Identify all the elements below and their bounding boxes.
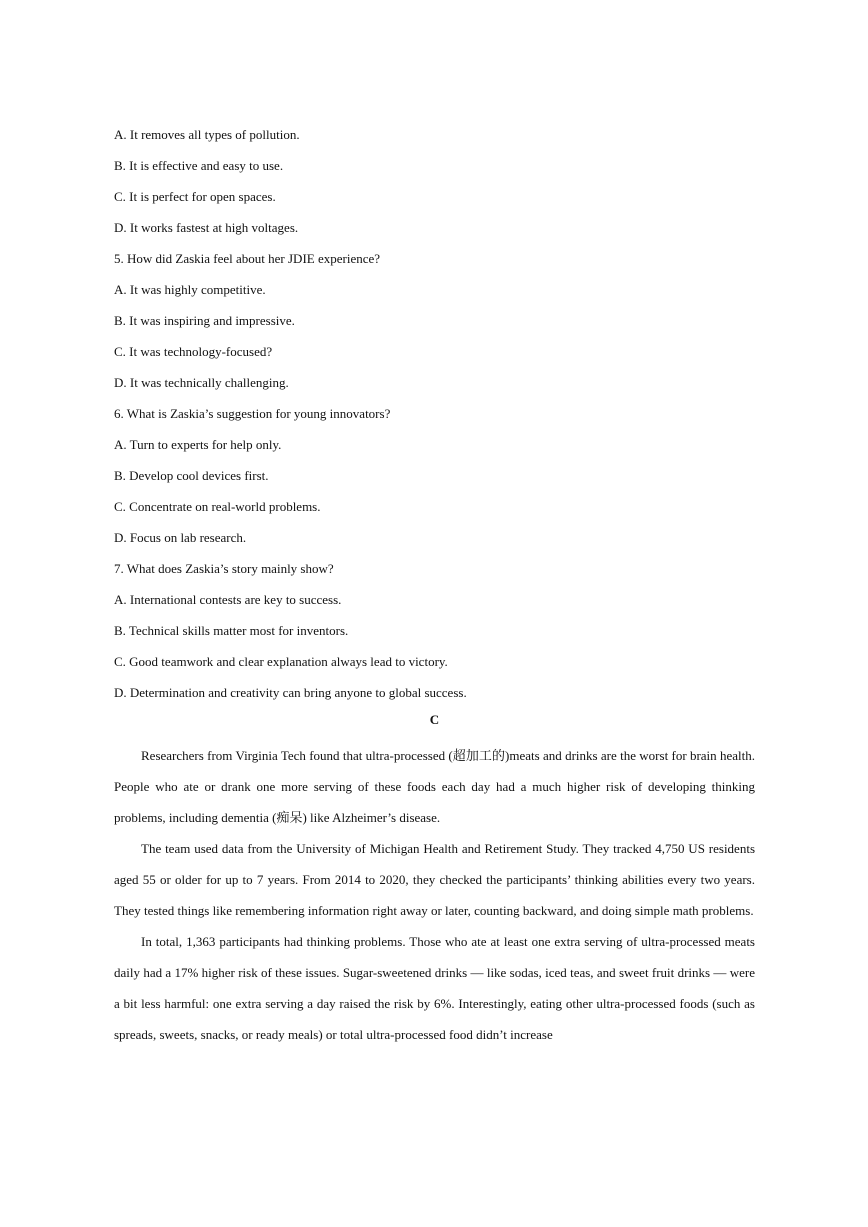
question-options-list <box>114 126 774 715</box>
option-line: C. It is perfect for open spaces. <box>114 189 276 204</box>
option-line: B. It was inspiring and impressive. <box>114 313 295 328</box>
option-line: C. Concentrate on real-world problems. <box>114 499 321 514</box>
section-heading: C <box>429 712 440 727</box>
option-line: B. It is effective and easy to use. <box>114 158 284 173</box>
option-line: D. Determination and creativity can bring anyone to global success. <box>114 685 467 700</box>
passage-paragraph: The team used data from the University of Michigan Health and Retirement Study. They tracked 4,750 US residents aged 55 or older for up to 7 years. From 2014 to 2020, they checked the participants’ thinking abilities every two years. They tested things like remembering information right away or later, counting backward, and doing simple math problems. <box>114 841 755 918</box>
option-line: C. Good teamwork and clear explanation always lead to victory. <box>114 654 448 669</box>
option-line: D. It was technically challenging. <box>114 375 289 390</box>
passage-paragraph: In total, 1,363 participants had thinking problems. Those who ate at least one extra serving of ultra-processed meats daily had a 17% higher risk of these issues. Sugar-sweetened drinks — like sodas, iced teas, and sweet fruit drinks — were a bit less harmful: one extra serving a day raised the risk by 6%. Interestingly, eating other ultra-processed foods (such as spreads, sweets, snacks, or ready meals) or total ultra-processed food didn’t increase <box>114 934 755 1042</box>
question-line: 7. What does Zaskia’s story mainly show? <box>114 561 334 576</box>
passage-paragraph: Researchers from Virginia Tech found that ultra-processed (超加工的)meats and drinks are the worst for brain health. People who ate or drank one more serving of these foods each day had a much higher risk of developing thinking problems, including dementia (痴呆) like Alzheimer’s disease. <box>114 748 755 825</box>
option-line: B. Technical skills matter most for inventors. <box>114 623 349 638</box>
option-line: B. Develop cool devices first. <box>114 468 269 483</box>
option-line: A. International contests are key to success. <box>114 592 342 607</box>
option-line: D. Focus on lab research. <box>114 530 247 545</box>
option-line: A. It removes all types of pollution. <box>114 127 300 142</box>
reading-passage <box>114 740 755 1050</box>
option-line: A. It was highly competitive. <box>114 282 266 297</box>
option-line: A. Turn to experts for help only. <box>114 437 282 452</box>
option-line: D. It works fastest at high voltages. <box>114 220 299 235</box>
question-line: 6. What is Zaskia’s suggestion for young innovators? <box>114 406 391 421</box>
question-line: 5. How did Zaskia feel about her JDIE experience? <box>114 251 381 266</box>
option-line: C. It was technology-focused? <box>114 344 273 359</box>
